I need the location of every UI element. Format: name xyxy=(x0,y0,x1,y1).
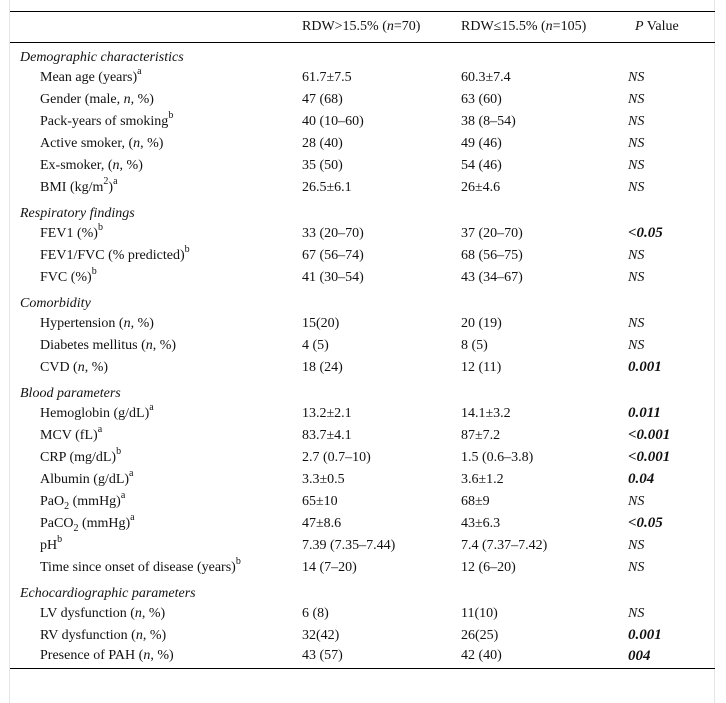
row-label: BMI $(kg/m^2)^a$ xyxy=(40,175,118,195)
row-label: Diabetes mellitus (n, %) xyxy=(40,337,177,353)
rdw-low-value: 1.5 (0.6–3.8) xyxy=(461,449,534,465)
table-row xyxy=(10,335,715,357)
rdw-low-value: 20 (19) xyxy=(461,315,502,331)
p-value: <0.05 xyxy=(628,225,663,241)
table-row xyxy=(10,111,715,133)
rdw-high-value: 18 (24) xyxy=(302,359,343,375)
table-row xyxy=(10,245,715,267)
p-value: NS xyxy=(628,605,645,621)
rdw-high-value: 33 (20–70) xyxy=(302,225,364,241)
rdw-high-value: 41 (30–54) xyxy=(302,269,364,285)
section-header-row xyxy=(10,43,715,67)
p-value: 0.001 xyxy=(628,359,662,375)
p-value: NS xyxy=(628,91,645,107)
rdw-low-value: 43 (34–67) xyxy=(461,269,523,285)
rdw-low-value: 63 (60) xyxy=(461,91,502,107)
rdw-high-value: 3.3±0.5 xyxy=(302,471,345,487)
p-value: 004 xyxy=(628,647,715,669)
rdw-high-value: 7.39 (7.35–7.44) xyxy=(302,537,396,553)
p-value: NS xyxy=(628,337,645,353)
section-title: Demographic characteristics xyxy=(20,49,184,65)
section-header-row xyxy=(10,579,715,603)
section-header-row xyxy=(10,379,715,403)
p-value: 0.04 xyxy=(628,471,655,487)
table-row xyxy=(10,155,715,177)
rdw-high-value: 6 (8) xyxy=(302,605,329,621)
p-value: 0.001 xyxy=(628,627,662,643)
rdw-low-value: 12 (11) xyxy=(461,359,502,375)
rdw-low-value: 14.1±3.2 xyxy=(461,405,511,421)
rdw-high-value: 61.7±7.5 xyxy=(302,69,352,85)
table-row xyxy=(10,447,715,469)
rdw-low-value: 60.3±7.4 xyxy=(461,69,511,85)
table-row xyxy=(10,491,715,513)
rdw-low-value: 26±4.6 xyxy=(461,179,501,195)
header-rdw-high: RDW>15.5% (n=70) xyxy=(302,12,461,43)
rdw-low-value: 49 (46) xyxy=(461,135,502,151)
row-label: FEV1/FVC (% predicted)$^b$ xyxy=(40,243,190,263)
rdw-high-value: 32(42) xyxy=(302,627,340,643)
header-p-value: P Value xyxy=(628,12,715,43)
table-row xyxy=(10,469,715,491)
rdw-high-value: 47 (68) xyxy=(302,91,343,107)
table-row xyxy=(10,535,715,557)
row-label: Hypertension (n, %) xyxy=(40,315,154,331)
table-body xyxy=(10,43,715,669)
rdw-low-value: 7.4 (7.37–7.42) xyxy=(461,537,548,553)
p-value: NS xyxy=(628,269,645,285)
row-label: FVC (%)$^b$ xyxy=(40,265,97,285)
p-value: NS xyxy=(628,135,645,151)
p-value: NS xyxy=(628,559,645,575)
row-label: Active smoker, (n, %) xyxy=(40,135,164,151)
rdw-low-value: 37 (20–70) xyxy=(461,225,523,241)
row-label: CVD (n, %) xyxy=(40,359,109,375)
p-value: NS xyxy=(628,179,645,195)
rdw-low-value: 11(10) xyxy=(461,605,498,621)
rdw-high-value: 26.5±6.1 xyxy=(302,179,352,195)
p-value: 0.011 xyxy=(628,405,661,421)
row-label: MCV (fL)$^a$ xyxy=(40,423,103,443)
row-label: Mean age (years)$^a$ xyxy=(40,65,142,85)
table-row xyxy=(10,357,715,379)
table-row xyxy=(10,425,715,447)
p-value: <0.001 xyxy=(628,449,671,465)
rdw-high-value: 67 (56–74) xyxy=(302,247,364,263)
row-label: Hemoglobin $(g/dL)^a$ xyxy=(40,401,154,421)
p-value: <0.001 xyxy=(628,427,671,443)
table-row xyxy=(10,89,715,111)
row-label: Gender (male, n, %) xyxy=(40,91,154,107)
rdw-high-value: 83.7±4.1 xyxy=(302,427,352,443)
p-value: NS xyxy=(628,113,645,129)
table-row xyxy=(10,313,715,335)
rdw-low-value: 38 (8–54) xyxy=(461,113,516,129)
rdw-high-value: 35 (50) xyxy=(302,157,343,173)
table-row xyxy=(10,625,715,647)
table-row xyxy=(10,177,715,199)
rdw-characteristics-table xyxy=(10,11,715,669)
rdw-low-value: 26(25) xyxy=(461,627,499,643)
section-title: Echocardiographic parameters xyxy=(20,585,196,601)
p-value: NS xyxy=(628,537,645,553)
row-label: Presence of PAH (n, %) xyxy=(10,647,302,669)
p-value: NS xyxy=(628,315,645,331)
rdw-low-value: 68±9 xyxy=(461,493,490,509)
table-row xyxy=(10,267,715,289)
table-row xyxy=(10,133,715,155)
table-row xyxy=(10,603,715,625)
rdw-low-value: 43±6.3 xyxy=(461,515,501,531)
table-row xyxy=(10,223,715,245)
header-rdw-low: RDW≤15.5% (n=105) xyxy=(461,12,628,43)
table-row xyxy=(10,67,715,89)
rdw-high-value: 14 (7–20) xyxy=(302,559,357,575)
p-value: NS xyxy=(628,247,645,263)
rdw-low-value: 42 (40) xyxy=(461,647,628,669)
rdw-high-value: 65±10 xyxy=(302,493,338,509)
rdw-high-value: 4 (5) xyxy=(302,337,329,353)
table-row xyxy=(10,557,715,579)
row-label: PaO$_2$ (mmHg)$^a$ xyxy=(40,489,126,512)
row-label: Time since onset of disease (years)$^b$ xyxy=(40,555,241,575)
rdw-low-value: 3.6±1.2 xyxy=(461,471,504,487)
row-label: FEV1 (%)$^b$ xyxy=(40,221,103,241)
row-label: Ex-smoker, (n, %) xyxy=(40,157,143,173)
section-title: Respiratory findings xyxy=(20,205,135,221)
row-label: Albumin $(g/dL)^a$ xyxy=(40,467,134,487)
p-value: <0.05 xyxy=(628,515,663,531)
table-row xyxy=(10,513,715,535)
section-header-row xyxy=(10,289,715,313)
section-title: Blood parameters xyxy=(20,385,121,401)
row-label: $pH^b$ xyxy=(40,533,63,553)
section-header-row xyxy=(10,199,715,223)
row-label: Pack-years of smoking$^b$ xyxy=(40,109,174,129)
row-label: CRP $(mg/dL)^b$ xyxy=(40,445,122,465)
rdw-high-value: 15(20) xyxy=(302,315,340,331)
p-value: NS xyxy=(628,157,645,173)
table-row xyxy=(10,403,715,425)
header-row xyxy=(10,12,715,43)
row-label: PaCO$_2$ (mmHg)$^a$ xyxy=(40,511,135,534)
table-row xyxy=(10,647,715,669)
rdw-low-value: 54 (46) xyxy=(461,157,502,173)
p-value: NS xyxy=(628,69,645,85)
header-label xyxy=(10,12,302,43)
rdw-low-value: 8 (5) xyxy=(461,337,488,353)
rdw-high-value: 2.7 (0.7–10) xyxy=(302,449,371,465)
rdw-high-value: 13.2±2.1 xyxy=(302,405,352,421)
rdw-low-value: 87±7.2 xyxy=(461,427,501,443)
rdw-high-value: 40 (10–60) xyxy=(302,113,364,129)
p-value: NS xyxy=(628,493,645,509)
rdw-low-value: 68 (56–75) xyxy=(461,247,523,263)
row-label: RV dysfunction (n, %) xyxy=(40,627,167,643)
section-title: Comorbidity xyxy=(20,295,91,311)
rdw-high-value: 43 (57) xyxy=(302,647,461,669)
rdw-low-value: 12 (6–20) xyxy=(461,559,516,575)
rdw-high-value: 47±8.6 xyxy=(302,515,342,531)
rdw-high-value: 28 (40) xyxy=(302,135,343,151)
row-label: LV dysfunction (n, %) xyxy=(40,605,166,621)
